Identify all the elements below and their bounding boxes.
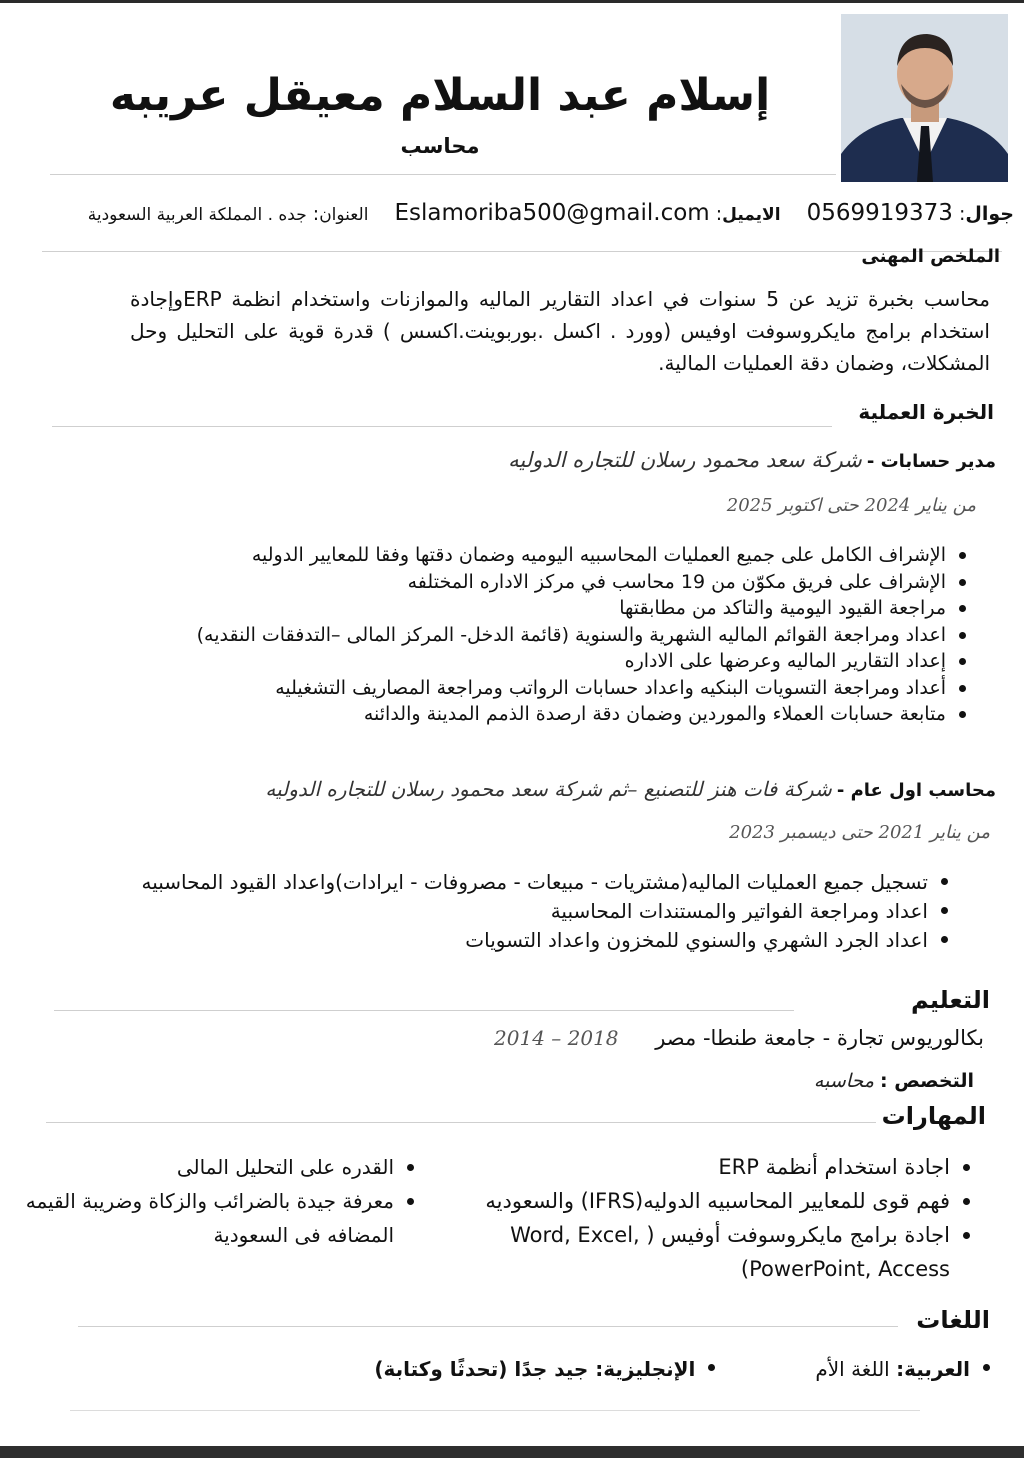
job-company: شركة فات هنز للتصنيع –ثم شركة سعد محمود رسلان للتجاره الدوليه (265, 777, 832, 801)
list-item: مراجعة القيود اليومية والتاكد من مطابقتها (10, 595, 946, 622)
divider (70, 1410, 920, 1411)
major-line (700, 1070, 974, 1092)
skills-heading: المهارات (881, 1102, 986, 1130)
job-duties-list (10, 542, 968, 728)
list-item: اعداد ومراجعة الفواتير والمستندات المحاسبية (4, 897, 928, 926)
divider (46, 1122, 876, 1123)
email-address: Eslamoriba500@gmail.com (394, 200, 710, 226)
list-item: معرفة جيدة بالضرائب والزكاة وضريبة القيمه المضافه فى السعودية (6, 1184, 394, 1252)
list-item: اجادة برامج مايكروسوفت أوفيس ( Word, Excel, PowerPoint, Access) (424, 1218, 950, 1286)
languages-heading: اللغات (916, 1306, 990, 1334)
job-header (300, 448, 996, 472)
job-period: من يناير 2021 حتى ديسمبر 2023 (729, 822, 990, 843)
degree-text: بكالوريوس تجارة - جامعة طنطا- مصر (655, 1026, 984, 1050)
job-role: محاسب اول عام - (836, 780, 996, 801)
languages-list (270, 1354, 992, 1384)
divider (54, 1010, 794, 1011)
job-title: محاسب (400, 134, 480, 158)
divider (78, 1326, 898, 1327)
list-item (374, 1354, 695, 1384)
list-item (815, 1354, 970, 1384)
major-label: التخصص : (880, 1070, 974, 1092)
list-item: القدره على التحليل المالى (6, 1150, 394, 1184)
education-heading: التعليم (911, 986, 990, 1014)
list-item: تسجيل جميع العمليات الماليه(مشتريات - مبيعات - مصروفات - ايرادات)واعداد القيود المحاسبيه (4, 868, 928, 897)
contact-line: جوال: 0569919373 الايميل: Eslamoriba500@gmail.com العنوان: جده . المملكة العربية السعودية (87, 200, 1014, 226)
divider (52, 426, 832, 427)
candidate-name: إسلام عبد السلام معيقل عريبه (109, 70, 771, 121)
language-level: جيد جدًا (تحدثًا وكتابة) (374, 1357, 589, 1381)
list-item: الإشراف على فريق مكوّن من 19 محاسب في مركز الاداره المختلفه (10, 569, 946, 596)
divider (50, 174, 836, 175)
list-item: اجادة استخدام أنظمة ERP (424, 1150, 950, 1184)
language-label: العربية: (896, 1357, 970, 1381)
language-label: الإنجليزية: (595, 1357, 696, 1381)
list-item: اعداد الجرد الشهري والسنوي للمخزون واعداد التسويات (4, 926, 928, 955)
job-duties-list (4, 868, 950, 955)
list-item: إعداد التقارير الماليه وعرضها على الاداره (10, 648, 946, 675)
email-label: الايميل (722, 205, 781, 225)
major-value: محاسبه (813, 1070, 874, 1092)
education-years: 2014 – 2018 (494, 1026, 619, 1050)
skills-list-left (6, 1150, 416, 1252)
education-line (400, 1026, 984, 1050)
phone-label: جوال (965, 203, 1014, 225)
job-header (100, 777, 996, 801)
bottom-border (0, 1446, 1024, 1458)
address-label: العنوان (319, 205, 369, 225)
summary-text: محاسب بخبرة تزيد عن 5 سنوات في اعداد التقارير الماليه والموازنات واستخدام انظمة ERPوإجادة استخدام برامج مايكروسوفت اوفيس (وورد . اكسل .بوربوينت.اكسس ) قدرة قوية على التحليل وحل المشكلات، وضمان دقة العمليات المالية. (130, 287, 990, 375)
address-value: جده . المملكة العربية السعودية (87, 205, 307, 225)
experience-heading: الخبرة العملية (858, 400, 994, 424)
profile-photo (841, 14, 1008, 182)
list-item: فهم قوى للمعايير المحاسبيه الدوليه(IFRS) والسعوديه (424, 1184, 950, 1218)
skills-list-right (424, 1150, 972, 1286)
job-company: شركة سعد محمود رسلان للتجاره الدوليه (508, 448, 862, 472)
list-item: أعداد ومراجعة التسويات البنكيه واعداد حسابات الرواتب ومراجعة المصاريف التشغيليه (10, 675, 946, 702)
list-item: الإشراف الكامل على جميع العمليات المحاسبيه اليوميه وضمان دقتها وفقا للمعايير الدوليه (10, 542, 946, 569)
list-item: متابعة حسابات العملاء والموردين وضمان دقة ارصدة الذمم المدينة والدائنه (10, 701, 946, 728)
summary-heading: الملخص المهنى (861, 246, 1000, 267)
language-level: اللغة الأم (815, 1357, 890, 1381)
list-item: اعداد ومراجعة القوائم الماليه الشهرية والسنوية (قائمة الدخل- المركز المالى –التدفقات النقديه) (10, 622, 946, 649)
job-role: مدير حسابات - (866, 451, 996, 472)
phone-number: 0569919373 (806, 200, 953, 226)
top-border (0, 0, 1024, 3)
job-period: من يناير 2024 حتى اكتوبر 2025 (726, 495, 976, 516)
